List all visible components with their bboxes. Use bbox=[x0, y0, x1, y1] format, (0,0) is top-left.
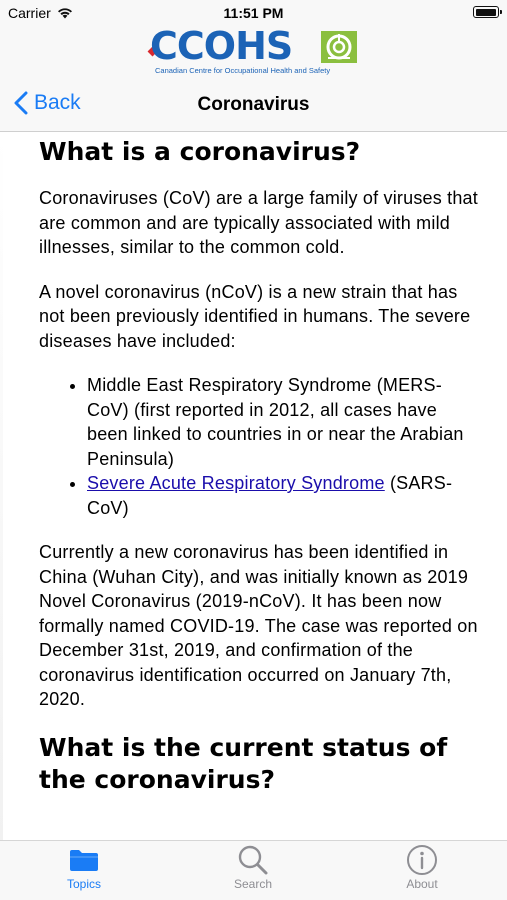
tab-topics-label: Topics bbox=[66, 877, 101, 891]
tab-search-label: Search bbox=[233, 877, 273, 891]
list-item-mers: • Middle East Respiratory Syndrome (MERS-CoV) (first reported in 2012, all cases have been linked to countries in or near the Arabian Peninsula) bbox=[87, 373, 479, 471]
tab-about[interactable] bbox=[372, 847, 472, 891]
logo-bar bbox=[0, 24, 507, 80]
article-scroll-view[interactable] bbox=[0, 132, 507, 840]
heading-what-is-coronavirus: What is a coronavirus? bbox=[39, 137, 361, 166]
status-time: 11:51 PM bbox=[223, 5, 284, 21]
logo-tagline: Canadian Centre for Occupational Health and Safety bbox=[155, 66, 331, 75]
info-icon bbox=[406, 844, 438, 876]
paragraph-3: Currently a new coronavirus has been identified in China (Wuhan City), and was initially known as 2019 Novel Coronavirus (2019-nCoV). It has been now formally named COVID-19. The case was reported on December 31st, 2019, and confirmation of the coronavirus identification occurred on January 7th, 2020. bbox=[39, 542, 478, 709]
paragraph-2: A novel coronavirus (nCoV) is a new strain that has not been previously identified in humans. The severe diseases have included: bbox=[39, 281, 471, 351]
tab-search[interactable] bbox=[203, 847, 303, 891]
sars-suffix: (SARS-CoV) bbox=[87, 473, 453, 518]
carrier-label: Carrier bbox=[8, 5, 51, 21]
search-icon bbox=[237, 844, 269, 876]
list-item-sars bbox=[87, 471, 479, 520]
heading-current-status: What is the current status of the coronavirus? bbox=[39, 732, 448, 794]
sars-link[interactable]: Severe Acute Respiratory Syndrome bbox=[87, 473, 385, 493]
back-label: Back bbox=[34, 91, 81, 114]
ccohs-emblem-icon bbox=[320, 30, 358, 64]
battery-cap bbox=[500, 10, 502, 14]
tab-bar bbox=[0, 840, 507, 900]
article bbox=[39, 132, 479, 814]
page-title: Coronavirus bbox=[197, 94, 310, 115]
navigation-bar bbox=[0, 80, 507, 132]
tab-topics[interactable] bbox=[34, 847, 134, 891]
paragraph-1: Coronaviruses (CoV) are a large family of viruses that are common and are typically associated with mild illnesses, similar to the common cold. bbox=[39, 188, 478, 257]
disease-list bbox=[39, 373, 479, 520]
logo-wordmark: CCOHS bbox=[150, 24, 293, 68]
battery-icon bbox=[473, 6, 499, 18]
battery-fill bbox=[476, 9, 496, 16]
left-edge bbox=[0, 132, 3, 840]
ccohs-logo bbox=[150, 24, 360, 80]
tab-about-label: About bbox=[406, 877, 438, 891]
folder-icon bbox=[68, 847, 100, 873]
